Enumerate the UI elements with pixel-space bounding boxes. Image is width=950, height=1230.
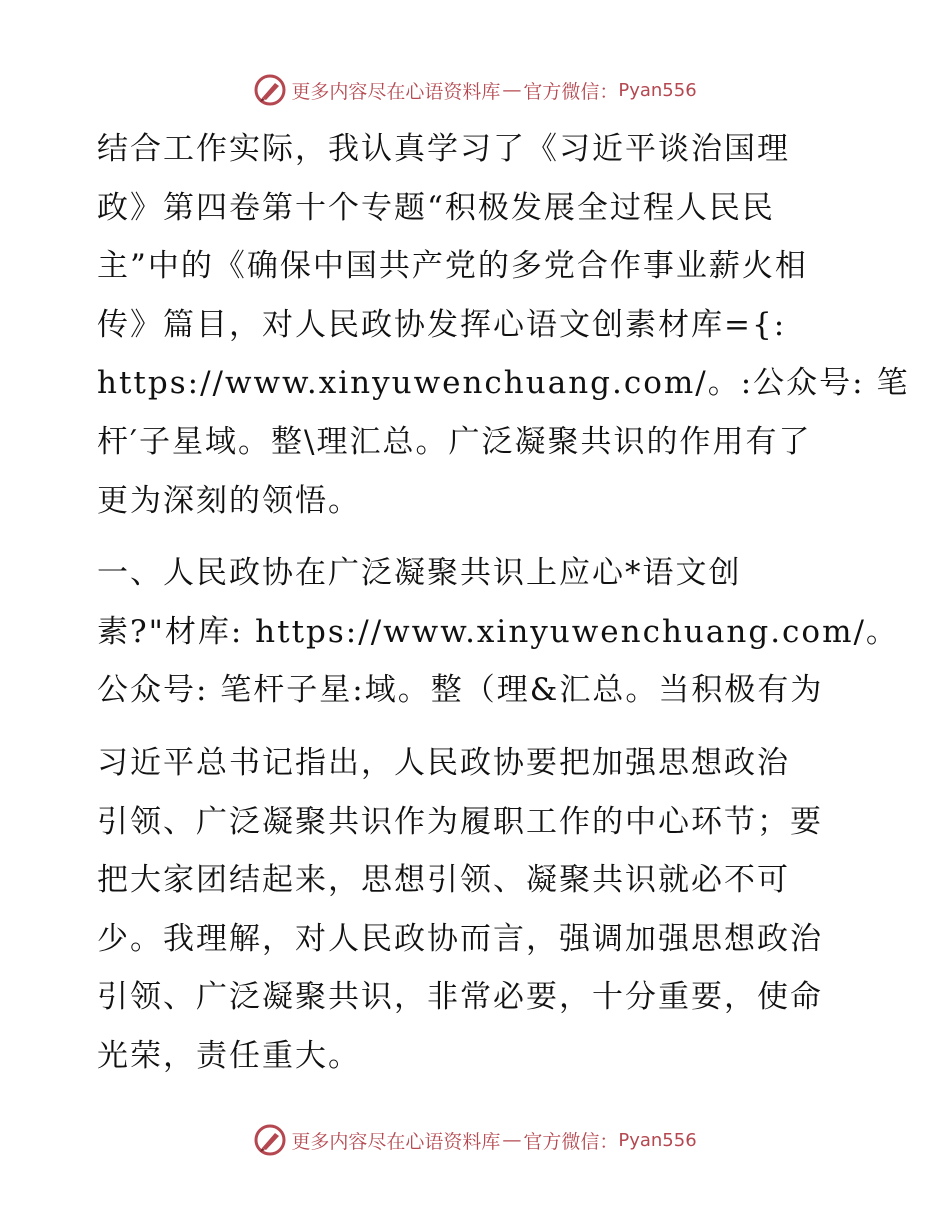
text-line: 政》第四卷第十个专题“积极发展全过程人民民 [97, 189, 775, 226]
text-line: 公众号: 笔杆子星:域。整（理&汇总。当积极有为 [97, 672, 824, 709]
text-line: 习近平总书记指出，人民政协要把加强思想政治 [97, 744, 790, 781]
text-line: 引领、广泛凝聚共识作为履职工作的中心环节；要 [97, 803, 823, 840]
document-body [97, 120, 910, 1086]
watermark-site-text: 更多内容尽在心语资料库 [291, 80, 501, 103]
watermark-separator: — [502, 1129, 522, 1151]
paragraph-intro [97, 120, 910, 530]
paragraph-body [97, 734, 857, 1086]
watermark-wechat-label: 官方微信： [523, 1130, 619, 1153]
text-line: 主”中的《确保中国共产党的多党合作事业薪火相 [97, 248, 808, 285]
text-line: 少。我理解，对人民政协而言，强调加强思想政治 [97, 920, 823, 957]
text-line: 结合工作实际，我认真学习了《习近平谈治国理 [97, 131, 790, 167]
header-watermark [0, 70, 950, 110]
paragraph-section-heading [97, 544, 899, 720]
text-line: 一、人民政协在广泛凝聚共识上应心*语文创 [97, 555, 742, 592]
watermark-separator: — [502, 79, 522, 101]
pen-logo-icon [253, 1123, 287, 1157]
text-line: 素?"材库: https://www.xinyuwenchuang.com/。 [97, 613, 899, 650]
text-line: 把大家团结起来，思想引领、凝聚共识就必不可 [97, 862, 790, 899]
text-line: 光荣，责任重大。 [97, 1037, 361, 1074]
watermark-wechat-id: Pyan556 [618, 1129, 697, 1151]
text-line: 杆′子星域。整\理汇总。广泛凝聚共识的作用有了 [97, 423, 812, 460]
watermark-wechat-label: 官方微信： [523, 80, 619, 103]
watermark-wechat-id: Pyan556 [618, 79, 697, 101]
text-line: 更为深刻的领悟。 [97, 482, 361, 519]
text-line: 引领、广泛凝聚共识，非常必要，十分重要，使命 [97, 979, 823, 1016]
watermark-site-text: 更多内容尽在心语资料库 [291, 1130, 501, 1153]
footer-watermark [0, 1120, 950, 1160]
text-line: 传》篇目，对人民政协发挥心语文创素材库={: [97, 306, 787, 343]
pen-logo-icon [253, 73, 287, 107]
text-line: https://www.xinyuwenchuang.com/。:公众号: 笔 [97, 365, 910, 402]
